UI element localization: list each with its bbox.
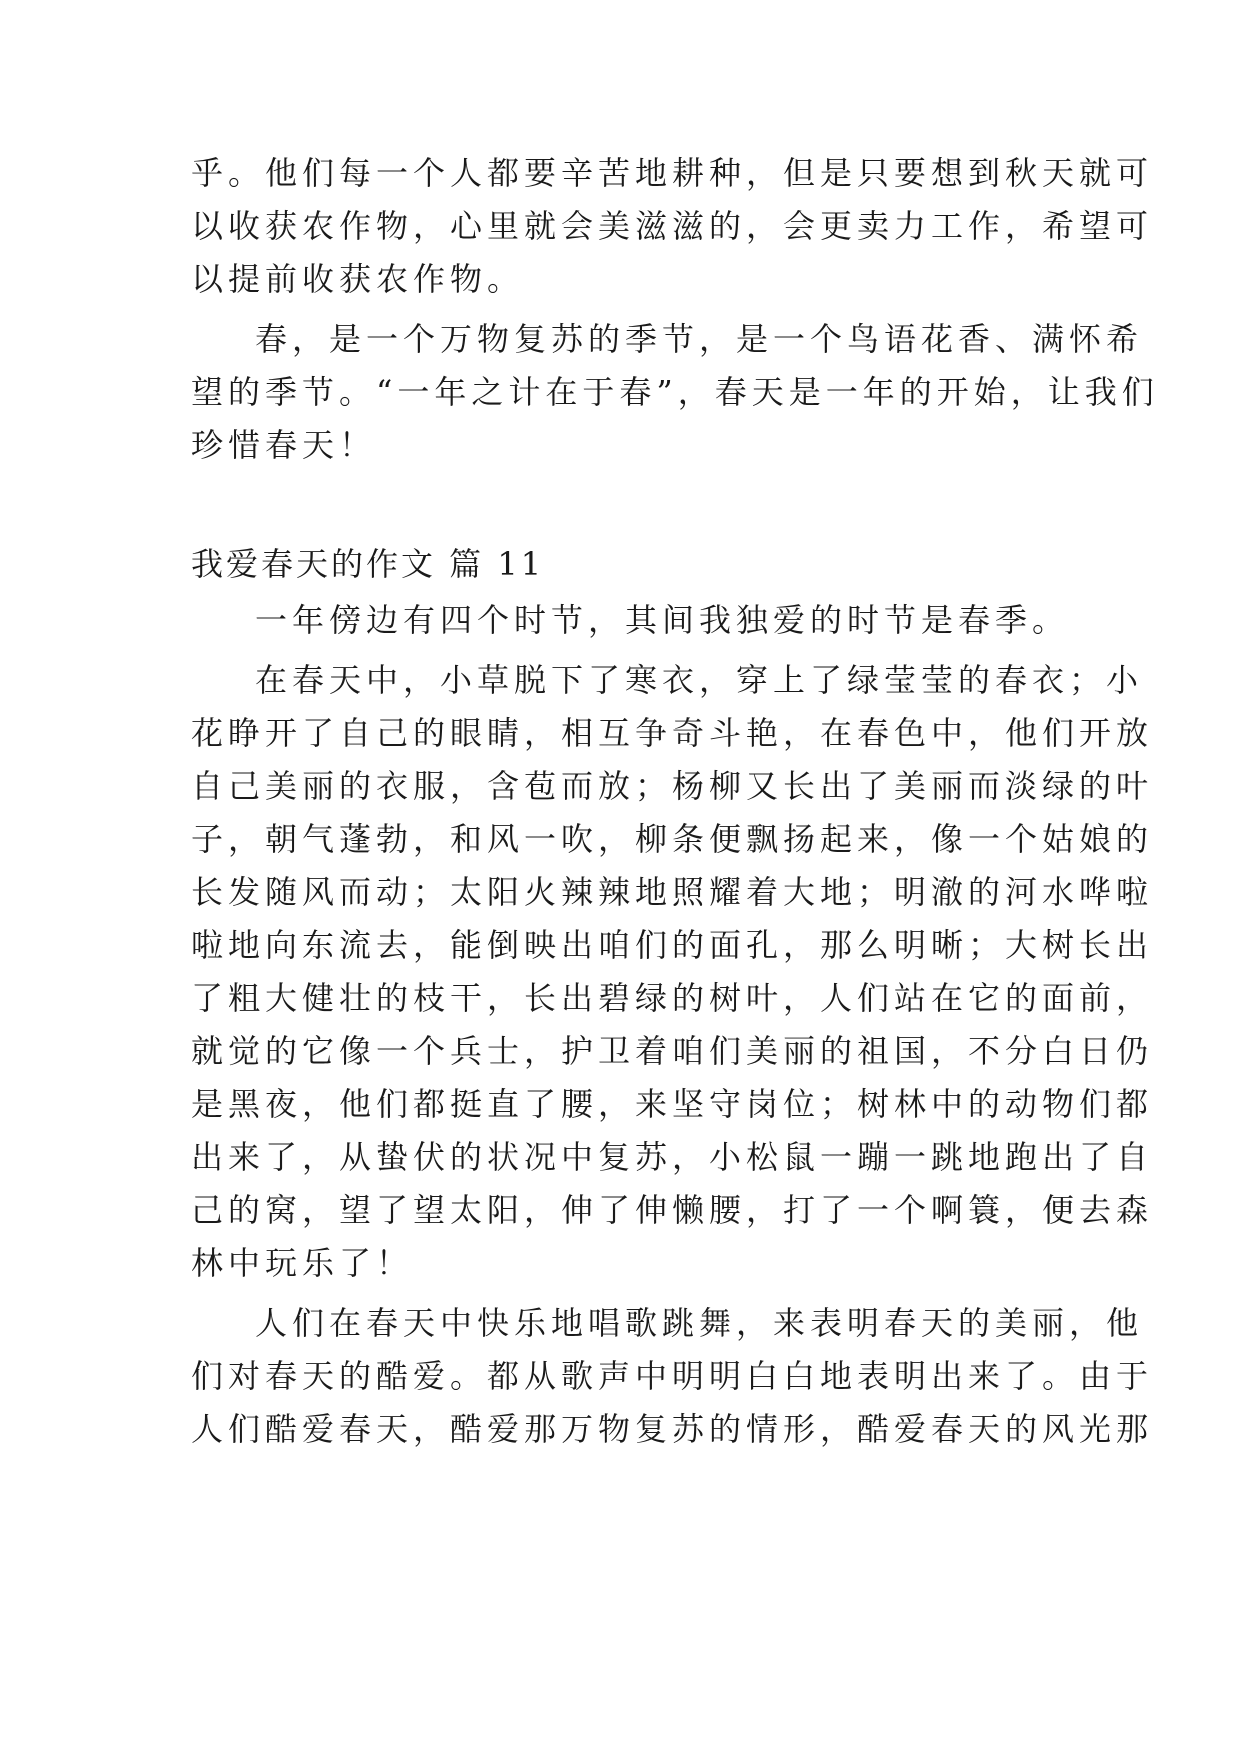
text-line: 以收获农作物，心里就会美滋滋的，会更卖力工作，希望可 <box>191 207 1154 245</box>
text-line: 一年傍边有四个时节，其间我独爱的时节是春季。 <box>255 601 1070 639</box>
text-line: 春，是一个万物复苏的季节，是一个鸟语花香、满怀希 <box>255 320 1144 358</box>
text-line: 花睁开了自己的眼睛，相互争奇斗艳，在春色中，他们开放 <box>191 714 1154 752</box>
text-line: 以提前收获农作物。 <box>191 260 525 298</box>
text-line: 在春天中，小草脱下了寒衣，穿上了绿莹莹的春衣；小 <box>255 661 1144 699</box>
text-line: 是黑夜，他们都挺直了腰，来坚守岗位；树林中的动物们都 <box>191 1085 1154 1123</box>
text-line: 长发随风而动；太阳火辣辣地照耀着大地；明澈的河水哗啦 <box>191 873 1154 911</box>
section-heading: 我爱春天的作文 篇 11 <box>191 545 545 583</box>
text-line: 自己美丽的衣服，含苞而放；杨柳又长出了美丽而淡绿的叶 <box>191 767 1154 805</box>
text-line: 子，朝气蓬勃，和风一吹，柳条便飘扬起来，像一个姑娘的 <box>191 820 1154 858</box>
text-line: 了粗大健壮的枝干，长出碧绿的树叶，人们站在它的面前， <box>191 979 1154 1017</box>
text-line: 人们酷爱春天，酷爱那万物复苏的情形，酷爱春天的风光那 <box>191 1410 1154 1448</box>
text-line: 林中玩乐了！ <box>191 1244 414 1282</box>
text-line: 望的季节。“一年之计在于春”，春天是一年的开始，让我们 <box>191 373 1159 411</box>
text-line: 珍惜春天！ <box>191 426 377 464</box>
text-line: 人们在春天中快乐地唱歌跳舞，来表明春天的美丽，他 <box>255 1304 1144 1342</box>
text-line: 们对春天的酷爱。都从歌声中明明白白地表明出来了。由于 <box>191 1357 1154 1395</box>
text-line: 啦地向东流去，能倒映出咱们的面孔，那么明晰；大树长出 <box>191 926 1154 964</box>
text-line: 出来了，从蛰伏的状况中复苏，小松鼠一蹦一跳地跑出了自 <box>191 1138 1154 1176</box>
text-line: 乎。他们每一个人都要辛苦地耕种，但是只要想到秋天就可 <box>191 154 1154 192</box>
text-line: 就觉的它像一个兵士，护卫着咱们美丽的祖国，不分白日仍 <box>191 1032 1154 1070</box>
text-line: 己的窝，望了望太阳，伸了伸懒腰，打了一个啊簑，便去森 <box>191 1191 1154 1229</box>
